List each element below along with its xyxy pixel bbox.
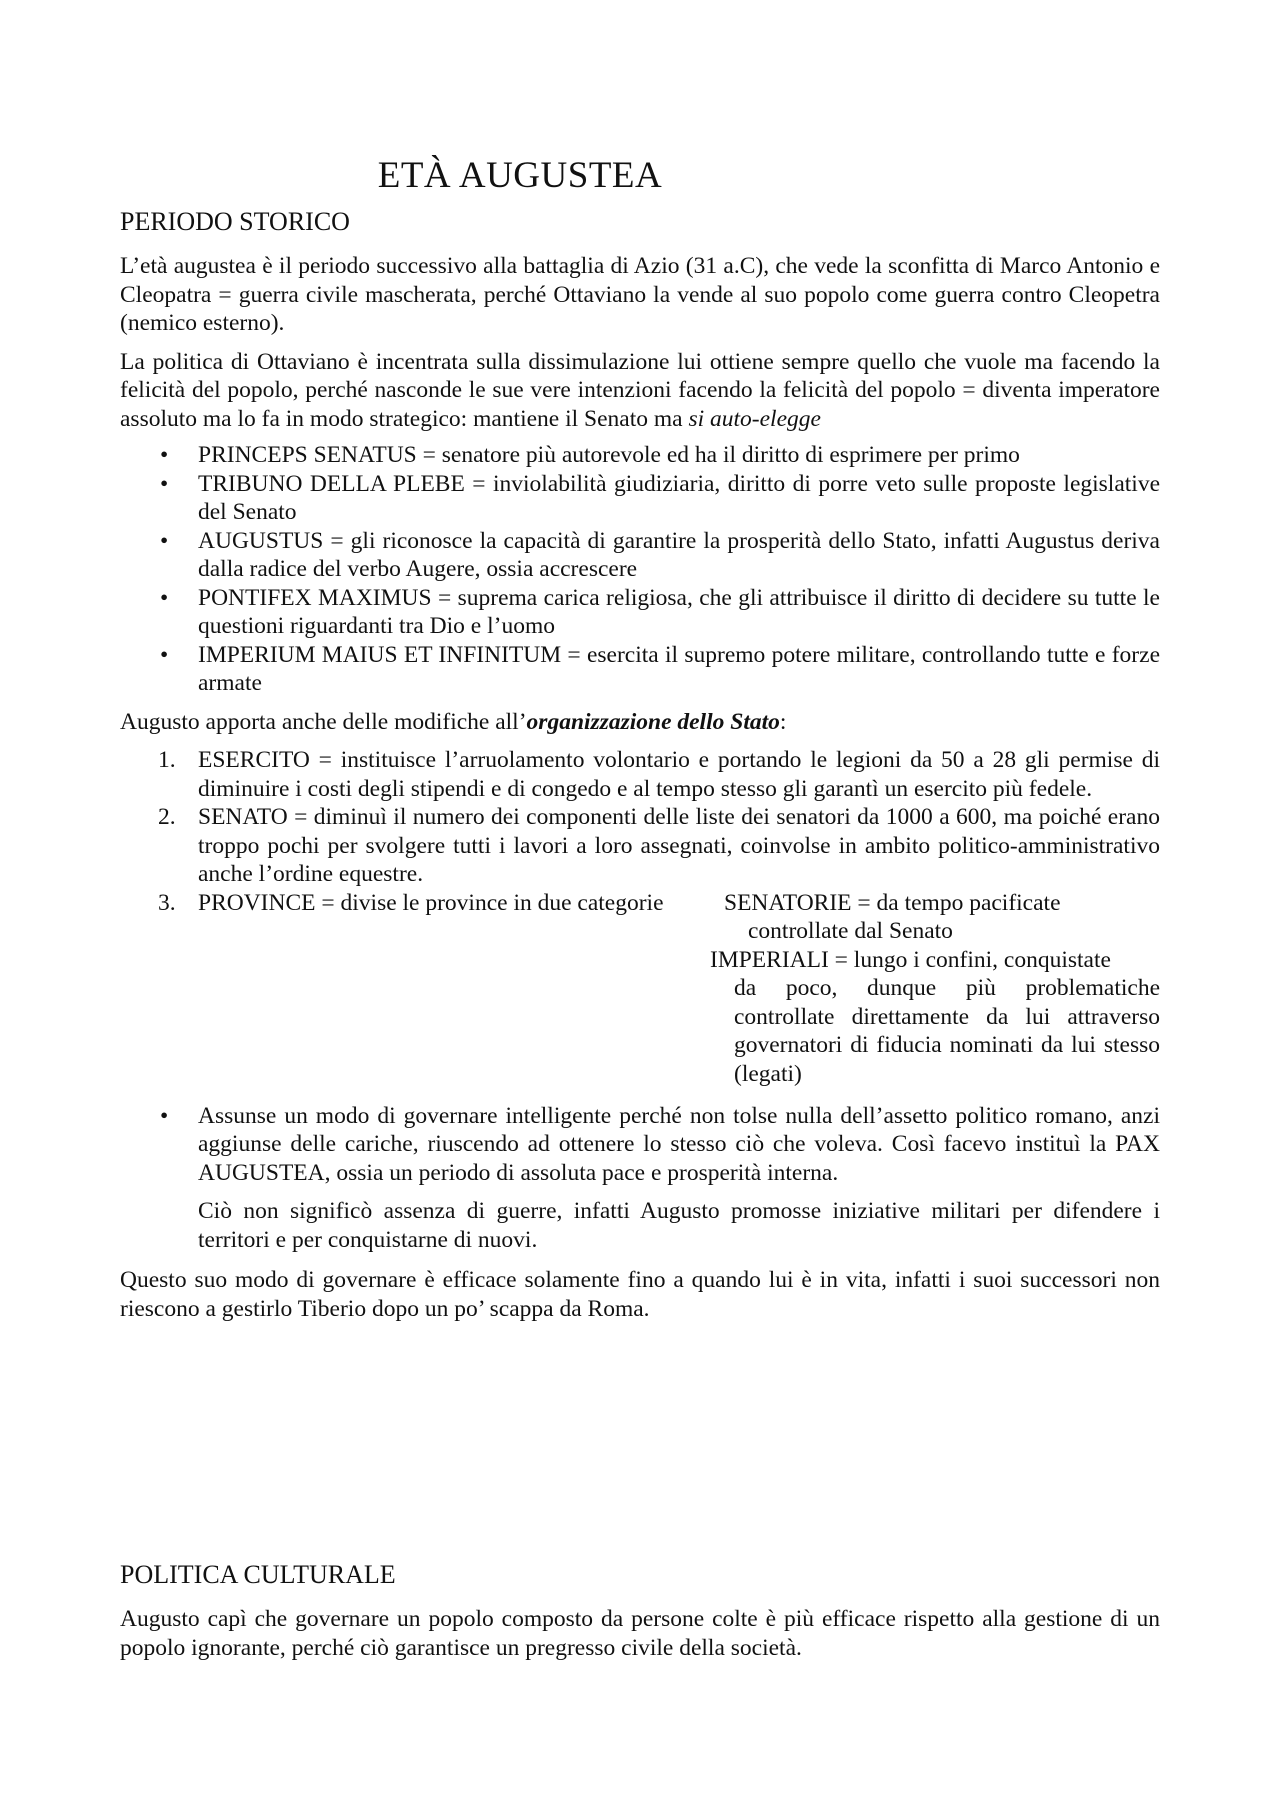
province-senatorie xyxy=(724,889,1160,946)
list-item xyxy=(120,527,1160,584)
list-number: 3. xyxy=(158,889,176,916)
senatorie-title: SENATORIE = da tempo pacificate xyxy=(724,889,1061,916)
imperiali-desc: da poco, dunque più problematiche controllate direttamente da lui attraverso governatori di fiducia nominati da lui stesso (legati) xyxy=(734,975,1160,1087)
list-item-text: SENATO = diminuì il numero dei componenti delle liste dei senatori da 1000 a 600, ma poiché erano troppo pochi per svolgere tutti i lavori a loro assegnati, coinvolse in ambito politico-amministrativo anche l’ordine equestre. xyxy=(198,804,1160,887)
section-periodo-storico-body xyxy=(120,252,1160,1333)
org-intro-text: Augusto apporta anche delle modifiche all’ xyxy=(120,708,527,735)
list-item xyxy=(120,803,1160,889)
list-item-text: PONTIFEX MAXIMUS = suprema carica religiosa, che gli attribuisce il diritto di decidere su tutte le questioni riguardanti tra Dio e l’uomo xyxy=(198,584,1160,639)
list-item xyxy=(120,470,1160,527)
list-item-text: IMPERIUM MAIUS ET INFINITUM = esercita il supremo potere militare, controllando tutte e forze armate xyxy=(198,641,1160,696)
senatorie-desc: controllate dal Senato xyxy=(748,918,953,944)
list-item-text: Assunse un modo di governare intelligente perché non tolse nulla dell’assetto politico romano, anzi aggiunse delle cariche, riuscendo ad ottenere lo stesso ciò che voleva. Così facevo instituì la PAX AUGUSTEA, ossia un periodo di assoluta pace e prosperità interna. xyxy=(198,1102,1160,1186)
list-number: 1. xyxy=(158,747,176,773)
paragraph-culturale: Augusto capì che governare un popolo composto da persone colte è più efficace rispetto alla gestione di un popolo ignorante, perché ciò garantisce un pregresso civile della società. xyxy=(120,1606,1160,1661)
imperiali-title: IMPERIALI = lungo i confini, conquistate xyxy=(710,946,1111,973)
section-politica-culturale-body xyxy=(120,1605,1160,1672)
page-title: ETÀ AUGUSTEA xyxy=(377,155,663,196)
bullet-icon: • xyxy=(160,470,169,497)
organizzazione-bold-italic: organizzazione dello Stato xyxy=(526,708,780,735)
list-item xyxy=(120,746,1160,803)
paragraph-politica xyxy=(120,348,1160,434)
list-item-text: ESERCITO = instituisce l’arruolamento volontario e portando le legioni da 50 a 28 gli permise di diminuire i costi degli stipendi e di congedo e al tempo stesso gli garantì un esercito più fedele. xyxy=(198,747,1160,802)
paragraph-azio: L’età augustea è il periodo successivo alla battaglia di Azio (31 a.C), che vede la sconfitta di Marco Antonio e Cleopatra = guerra civile mascherata, perché Ottaviano la vende al suo popolo come guerra contro Cleopetra (nemico esterno). xyxy=(120,253,1160,336)
bullet-icon: • xyxy=(160,584,169,611)
list-number: 2. xyxy=(158,804,176,830)
reforms-list xyxy=(120,746,1160,1088)
list-item xyxy=(120,441,1160,470)
bullet-icon: • xyxy=(160,527,169,554)
bullet-icon: • xyxy=(160,442,169,468)
paragraph-closing: Questo suo modo di governare è efficace solamente fino a quando lui è in vita, infatti i suoi successori non riescono a gestirlo Tiberio dopo un po’ scappa da Roma. xyxy=(120,1267,1160,1322)
province-imperiali xyxy=(710,946,1160,1089)
list-item xyxy=(120,889,1160,1088)
list-item-text: PROVINCE = divise le province in due categorie xyxy=(198,889,664,916)
list-item xyxy=(120,641,1160,698)
titles-list xyxy=(120,441,1160,698)
org-intro-colon: : xyxy=(779,708,787,735)
governance-continuation: Ciò non significò assenza di guerre, infatti Augusto promosse iniziative militari per difendere i territori e per conquistarne di nuovi. xyxy=(198,1198,1160,1253)
governance-list xyxy=(120,1102,1160,1255)
bullet-icon: • xyxy=(160,641,169,668)
auto-elegge-italic: si auto-elegge xyxy=(688,405,821,432)
section-heading-politica-culturale: POLITICA CULTURALE xyxy=(120,1560,396,1589)
paragraph-politica-text: La politica di Ottaviano è incentrata sulla dissimulazione lui ottiene sempre quello che vuole ma facendo la felicità del popolo, perché nasconde le sue vere intenzioni facendo la felicità del popolo = diventa imperatore assoluto ma lo fa in modo strategico: mantiene il Senato ma xyxy=(120,348,1160,432)
paragraph-organizzazione xyxy=(120,708,1160,737)
section-heading-periodo-storico: PERIODO STORICO xyxy=(120,207,350,236)
list-item-text: TRIBUNO DELLA PLEBE = inviolabilità giudiziaria, diritto di porre veto sulle proposte legislative del Senato xyxy=(198,470,1160,525)
list-item-text: PRINCEPS SENATUS = senatore più autorevole ed ha il diritto di esprimere per primo xyxy=(198,442,1020,468)
bullet-icon: • xyxy=(160,1102,169,1129)
list-item xyxy=(120,1102,1160,1255)
list-item xyxy=(120,584,1160,641)
list-item-text: AUGUSTUS = gli riconosce la capacità di garantire la prosperità dello Stato, infatti Augustus deriva dalla radice del verbo Augere, ossia accrescere xyxy=(198,527,1160,582)
